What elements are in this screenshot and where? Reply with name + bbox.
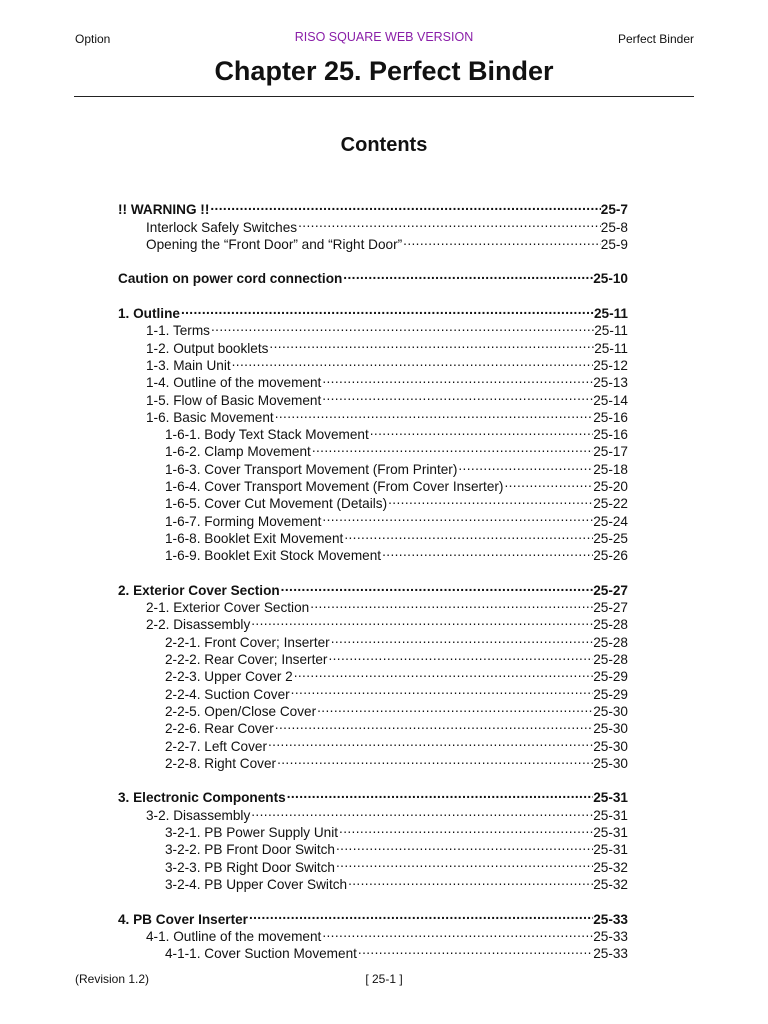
toc-entry-title: 3-2-3. PB Right Door Switch — [165, 859, 335, 875]
toc-entry-title: 4-1. Outline of the movement — [146, 928, 322, 944]
toc-entry[interactable] — [146, 335, 628, 356]
toc-entry-page: 25-24 — [593, 513, 628, 529]
toc-entry[interactable] — [146, 214, 628, 235]
toc-entry[interactable] — [146, 595, 628, 616]
toc-entry-title: 2-2-7. Left Cover — [165, 738, 267, 754]
toc-entry[interactable] — [146, 405, 628, 425]
toc-entry-page: 25-9 — [600, 236, 628, 252]
toc-dot-leader — [297, 214, 601, 231]
toc-dot-leader — [309, 595, 593, 612]
toc-entry[interactable] — [165, 664, 628, 685]
toc-entry-title: 1-4. Outline of the movement — [146, 375, 322, 391]
toc-dot-leader — [267, 733, 593, 750]
toc-entry-title: 1-6. Basic Movement — [146, 409, 274, 425]
toc-entry-title: 3-2-1. PB Power Supply Unit — [165, 825, 339, 841]
toc-dot-leader — [280, 578, 594, 595]
toc-entry-page: 25-16 — [593, 409, 628, 425]
toc-entry-page: 25-30 — [593, 755, 628, 771]
toc-dot-leader — [276, 751, 593, 768]
toc-entry[interactable] — [165, 681, 628, 702]
toc-entry-page: 25-13 — [593, 375, 628, 391]
toc-entry[interactable] — [118, 266, 628, 287]
toc-dot-leader — [330, 630, 594, 647]
toc-entry-title: 2-2-3. Upper Cover 2 — [165, 669, 293, 685]
toc-entry[interactable] — [118, 785, 628, 806]
toc-entry-page: 25-31 — [593, 790, 628, 806]
toc-entry[interactable] — [165, 733, 628, 754]
toc-entry-title: 2-2-4. Suction Cover — [165, 686, 290, 702]
toc-dot-leader — [357, 941, 593, 958]
toc-entry-page: 25-14 — [593, 392, 628, 408]
toc-entry[interactable] — [146, 612, 628, 633]
toc-entry-page: 25-30 — [593, 703, 628, 719]
toc-dot-leader — [327, 647, 593, 664]
toc-entry[interactable] — [165, 457, 628, 477]
toc-entry-page: 25-25 — [593, 530, 628, 546]
toc-dot-leader — [402, 232, 601, 249]
toc-entry-title: 2-1. Exterior Cover Section — [146, 600, 310, 616]
toc-dot-leader — [387, 491, 593, 508]
toc-entry-title: 2-2-1. Front Cover; Inserter — [165, 634, 330, 650]
toc-dot-leader — [335, 854, 593, 871]
header-right-text: Perfect Binder — [617, 32, 694, 46]
toc-entry-page: 25-18 — [593, 461, 628, 477]
toc-entry-page: 25-30 — [593, 721, 628, 737]
toc-dot-leader — [503, 474, 593, 491]
toc-dot-leader — [342, 266, 593, 283]
toc-entry-title: !! WARNING !! — [118, 202, 210, 218]
toc-dot-leader — [457, 457, 593, 474]
toc-entry[interactable] — [165, 647, 628, 668]
toc-entry-page: 25-32 — [593, 876, 628, 892]
toc-entry[interactable] — [165, 854, 628, 875]
toc-dot-leader — [381, 543, 593, 560]
toc-entry-title: 1-6-4. Cover Transport Movement (From Cover Inserter) — [165, 479, 504, 495]
toc-dot-leader — [335, 837, 593, 854]
toc-dot-leader — [268, 335, 594, 352]
toc-entry[interactable] — [165, 474, 628, 495]
toc-entry-title: 3. Electronic Components — [118, 790, 286, 806]
footer-revision: (Revision 1.2) — [75, 972, 150, 986]
toc-entry-title: 3-2-4. PB Upper Cover Switch — [165, 876, 348, 892]
toc-entry-page: 25-31 — [593, 825, 628, 841]
toc-entry-page: 25-28 — [593, 617, 628, 633]
toc-dot-leader — [321, 370, 593, 387]
toc-entry[interactable] — [165, 820, 628, 841]
toc-entry-title: 1-6-7. Forming Movement — [165, 513, 322, 529]
toc-entry-title: 2-2-8. Right Cover — [165, 755, 277, 771]
toc-dot-leader — [274, 716, 593, 733]
toc-dot-leader — [311, 439, 593, 456]
toc-entry[interactable] — [118, 906, 628, 927]
toc-entry-title: 1-2. Output booklets — [146, 340, 269, 356]
toc-entry-page: 25-33 — [593, 928, 628, 944]
toc-entry-page: 25-28 — [593, 634, 628, 650]
toc-dot-leader — [321, 508, 593, 525]
toc-entry[interactable] — [118, 301, 628, 322]
toc-dot-leader — [316, 699, 593, 716]
toc-entry[interactable] — [165, 941, 628, 962]
toc-entry[interactable] — [165, 491, 628, 512]
toc-dot-leader — [209, 197, 600, 214]
toc-entry-page: 25-27 — [593, 600, 628, 616]
toc-entry-page: 25-32 — [593, 859, 628, 875]
toc-dot-leader — [248, 906, 593, 923]
toc-dot-leader — [293, 664, 594, 681]
chapter-title: Chapter 25. Perfect Binder — [214, 56, 554, 86]
toc-dot-leader — [180, 301, 594, 318]
toc-entry[interactable] — [165, 837, 628, 858]
toc-entry[interactable] — [146, 353, 628, 373]
toc-entry-title: 1-1. Terms — [146, 323, 210, 339]
toc-entry[interactable] — [146, 318, 628, 339]
toc-entry-page: 25-30 — [593, 738, 628, 754]
toc-dot-leader — [369, 422, 593, 439]
toc-dot-leader — [290, 681, 594, 698]
toc-entry-title: Caution on power cord connection — [118, 271, 343, 287]
toc-entry-page: 25-16 — [593, 427, 628, 443]
toc-dot-leader — [274, 405, 594, 422]
toc-entry-title: 4-1-1. Cover Suction Movement — [165, 946, 357, 962]
toc-entry-page: 25-27 — [593, 582, 628, 598]
toc-entry-title: 1-6-8. Booklet Exit Movement — [165, 530, 344, 546]
toc-entry[interactable] — [165, 508, 628, 529]
toc-entry-title: 2. Exterior Cover Section — [118, 582, 280, 598]
toc-entry-title: 1-6-3. Cover Transport Movement (From Printer) — [165, 461, 458, 477]
toc-entry-title: 2-2-2. Rear Cover; Inserter — [165, 652, 328, 668]
footer-page-number: [ 25-1 ] — [365, 972, 403, 986]
toc-entry-page: 25-29 — [593, 686, 628, 702]
header-left-text: Option — [75, 32, 111, 46]
toc-entry-page: 25-12 — [593, 357, 628, 373]
toc-entry-title: 1-6-2. Clamp Movement — [165, 444, 311, 460]
contents-heading: Contents — [340, 134, 428, 156]
toc-dot-leader — [338, 820, 593, 837]
toc-entry-title: 4. PB Cover Inserter — [118, 911, 248, 927]
toc-entry-title: 3-2-2. PB Front Door Switch — [165, 842, 335, 858]
toc-entry-title: 1-6-9. Booklet Exit Stock Movement — [165, 548, 382, 564]
toc-entry-title: 2-2. Disassembly — [146, 617, 251, 633]
toc-entry-title: Opening the “Front Door” and “Right Door” — [146, 236, 403, 252]
toc-entry[interactable] — [165, 439, 628, 460]
header-center-text: RISO SQUARE WEB VERSION — [294, 30, 474, 44]
toc-dot-leader — [231, 353, 594, 370]
toc-entry-page: 25-11 — [594, 340, 628, 356]
toc-entry-page: 25-31 — [593, 807, 628, 823]
toc-entry-page: 25-11 — [593, 306, 628, 322]
toc-entry-page: 25-10 — [593, 271, 628, 287]
toc-entry-page: 25-7 — [600, 202, 628, 218]
toc-entry[interactable] — [146, 803, 628, 823]
toc-dot-leader — [347, 872, 593, 889]
toc-dot-leader — [250, 803, 593, 820]
toc-entry[interactable] — [165, 630, 628, 650]
toc-entry-title: 1-5. Flow of Basic Movement — [146, 392, 322, 408]
toc-entry[interactable] — [165, 699, 628, 719]
toc-entry-title: 3-2. Disassembly — [146, 807, 251, 823]
toc-entry-title: 1-3. Main Unit — [146, 357, 231, 373]
toc-entry-page: 25-28 — [593, 652, 628, 668]
toc-entry[interactable] — [118, 578, 628, 598]
toc-entry-title: 1. Outline — [118, 306, 180, 322]
toc-dot-leader — [210, 318, 594, 335]
toc-entry-title: 2-2-6. Rear Cover — [165, 721, 274, 737]
toc-entry[interactable] — [146, 232, 628, 252]
toc-dot-leader — [321, 924, 593, 941]
toc-dot-leader — [250, 612, 593, 629]
toc-dot-leader — [343, 526, 593, 543]
toc-entry[interactable] — [165, 751, 628, 771]
toc-entry-page: 25-8 — [600, 219, 628, 235]
toc-entry-page: 25-22 — [593, 496, 628, 512]
toc-entry[interactable] — [165, 872, 628, 892]
toc-dot-leader — [286, 785, 594, 802]
toc-entry[interactable] — [165, 422, 628, 443]
toc-entry-page: 25-26 — [593, 548, 628, 564]
toc-entry-page: 25-33 — [593, 946, 628, 962]
toc-entry[interactable] — [118, 197, 628, 218]
toc-entry-page: 25-17 — [593, 444, 628, 460]
toc-entry-title: 1-6-1. Body Text Stack Movement — [165, 427, 369, 443]
toc-entry-page: 25-11 — [594, 323, 628, 339]
toc-entry-page: 25-33 — [593, 911, 628, 927]
toc-entry-title: 2-2-5. Open/Close Cover — [165, 703, 317, 719]
toc-entry-page: 25-29 — [593, 669, 628, 685]
toc-entry[interactable] — [165, 526, 628, 546]
toc-entry[interactable] — [165, 716, 628, 737]
toc-entry-page: 25-31 — [593, 842, 628, 858]
toc-entry-title: Interlock Safely Switches — [146, 219, 298, 235]
toc-entry[interactable] — [146, 924, 628, 944]
toc-entry[interactable] — [146, 370, 628, 391]
toc-entry-page: 25-20 — [593, 479, 628, 495]
toc-entry-title: 1-6-5. Cover Cut Movement (Details) — [165, 496, 388, 512]
toc-entry[interactable] — [165, 543, 628, 564]
toc-dot-leader — [321, 387, 593, 404]
toc-entry[interactable] — [146, 387, 628, 408]
